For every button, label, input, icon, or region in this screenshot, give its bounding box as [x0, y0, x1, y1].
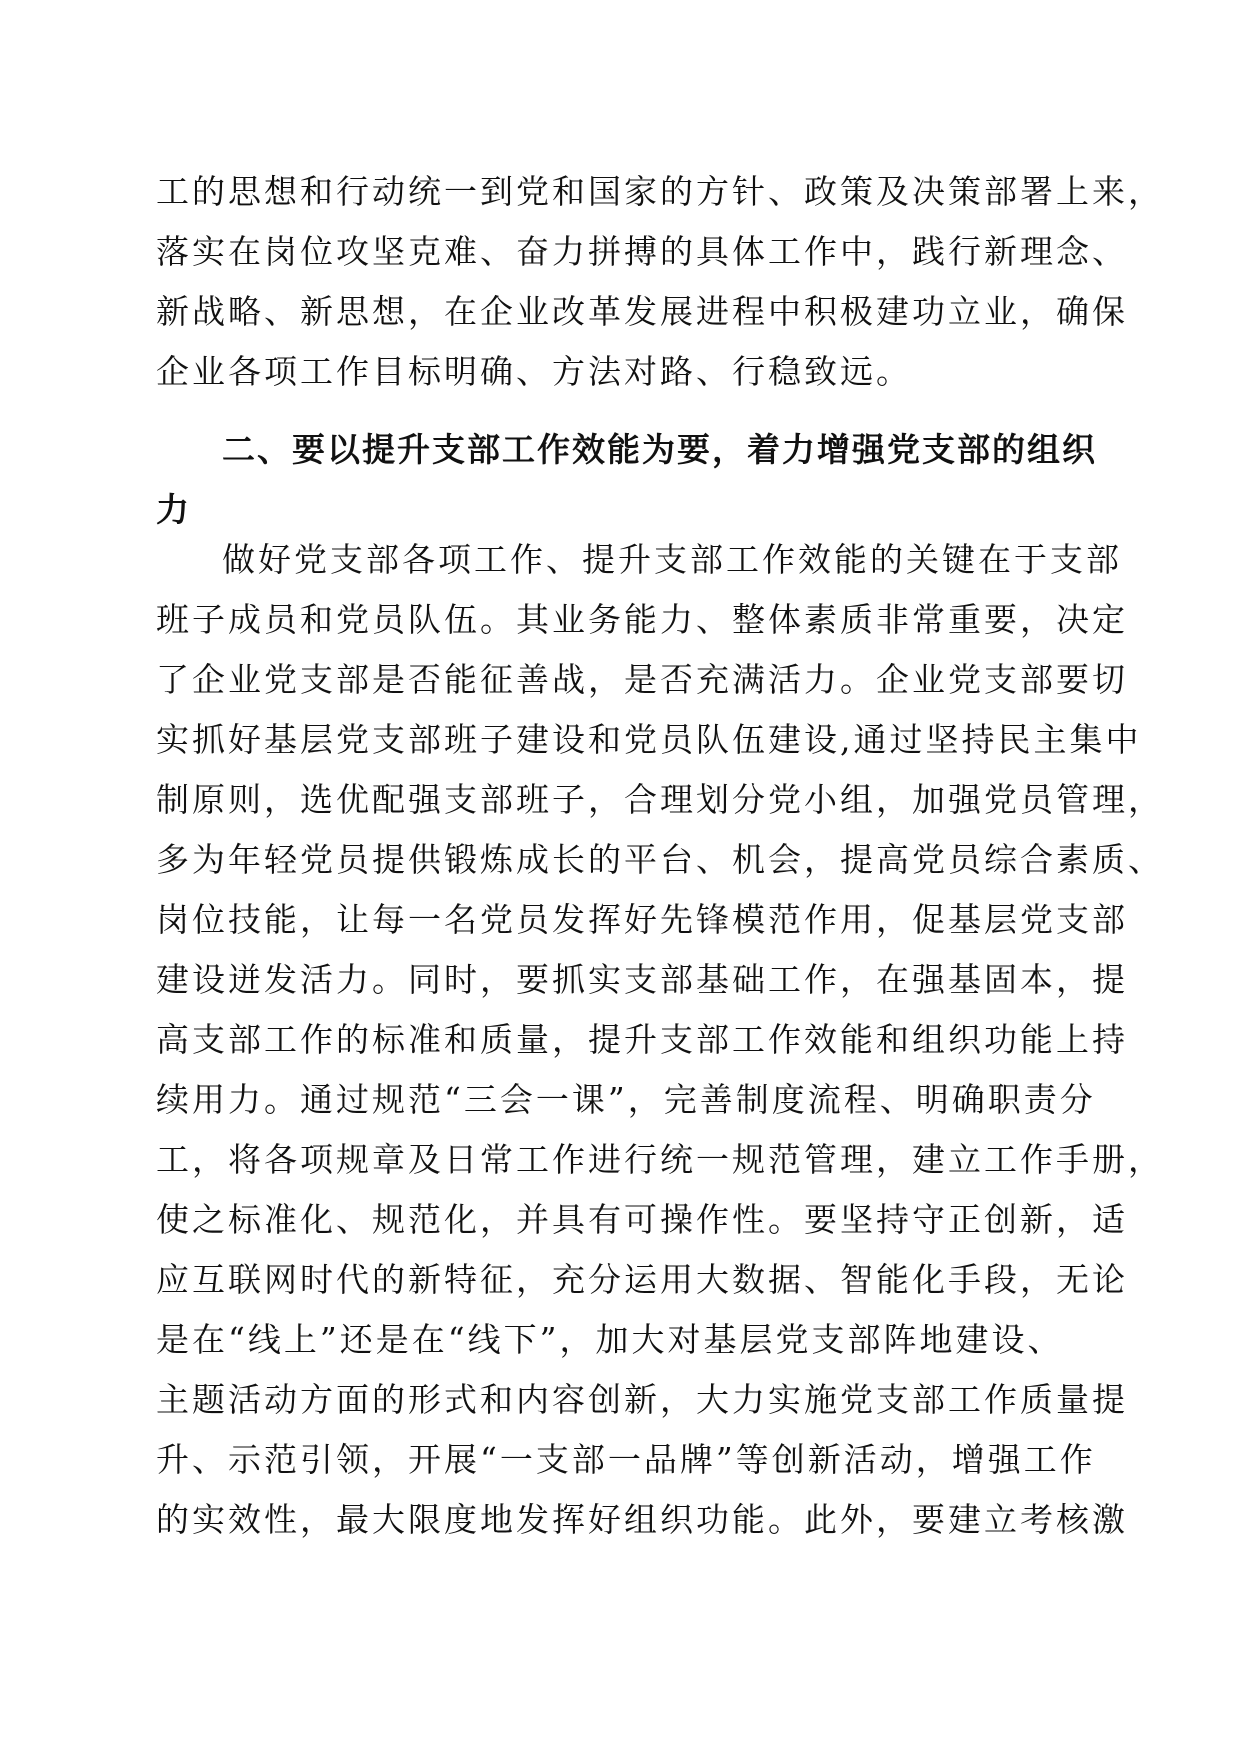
paragraph-1-line: 工的思想和行动统一到党和国家的方针、政策及决策部署上来，	[156, 172, 1164, 211]
paragraph-1-line: 企业各项工作目标明确、方法对路、行稳致远。	[156, 352, 912, 391]
section-heading-line: 力	[156, 490, 191, 529]
paragraph-2-line: 建设迸发活力。同时，要抓实支部基础工作，在强基固本，提	[156, 960, 1128, 999]
paragraph-2-line: 做好党支部各项工作、提升支部工作效能的关键在于支部	[222, 540, 1122, 579]
section-heading-line: 二、要以提升支部工作效能为要，着力增强党支部的组织	[222, 430, 1097, 469]
paragraph-2-line: 岗位技能，让每一名党员发挥好先锋模范作用，促基层党支部	[156, 900, 1128, 939]
paragraph-2-line: 应互联网时代的新特征，充分运用大数据、智能化手段，无论	[156, 1260, 1128, 1299]
paragraph-1-line: 新战略、新思想，在企业改革发展进程中积极建功立业，确保	[156, 292, 1128, 331]
paragraph-2-line: 班子成员和党员队伍。其业务能力、整体素质非常重要，决定	[156, 600, 1128, 639]
paragraph-2-line: 使之标准化、规范化，并具有可操作性。要坚持守正创新，适	[156, 1200, 1128, 1239]
paragraph-2	[156, 530, 1164, 1550]
paragraph-2-line: 主题活动方面的形式和内容创新，大力实施党支部工作质量提	[156, 1380, 1128, 1419]
section-heading	[156, 420, 1097, 540]
paragraph-2-line: 工，将各项规章及日常工作进行统一规范管理，建立工作手册，	[156, 1140, 1164, 1179]
paragraph-2-line: 升、示范引领，开展“一支部一品牌”等创新活动，增强工作	[156, 1440, 1096, 1479]
paragraph-2-line: 实抓好基层党支部班子建设和党员队伍建设,通过坚持民主集中	[156, 720, 1142, 759]
paragraph-2-line: 续用力。通过规范“三会一课”，完善制度流程、明确职责分	[156, 1080, 1096, 1119]
paragraph-2-line: 多为年轻党员提供锻炼成长的平台、机会，提高党员综合素质、	[156, 840, 1164, 879]
paragraph-1-line: 落实在岗位攻坚克难、奋力拼搏的具体工作中，践行新理念、	[156, 232, 1128, 271]
paragraph-2-line: 高支部工作的标准和质量，提升支部工作效能和组织功能上持	[156, 1020, 1128, 1059]
paragraph-1	[156, 162, 1164, 402]
paragraph-2-line: 制原则，选优配强支部班子，合理划分党小组，加强党员管理，	[156, 780, 1164, 819]
paragraph-2-line: 的实效性，最大限度地发挥好组织功能。此外，要建立考核激	[156, 1500, 1128, 1539]
paragraph-2-line: 了企业党支部是否能征善战，是否充满活力。企业党支部要切	[156, 660, 1128, 699]
paragraph-2-line: 是在“线上”还是在“线下”，加大对基层党支部阵地建设、	[156, 1320, 1064, 1359]
